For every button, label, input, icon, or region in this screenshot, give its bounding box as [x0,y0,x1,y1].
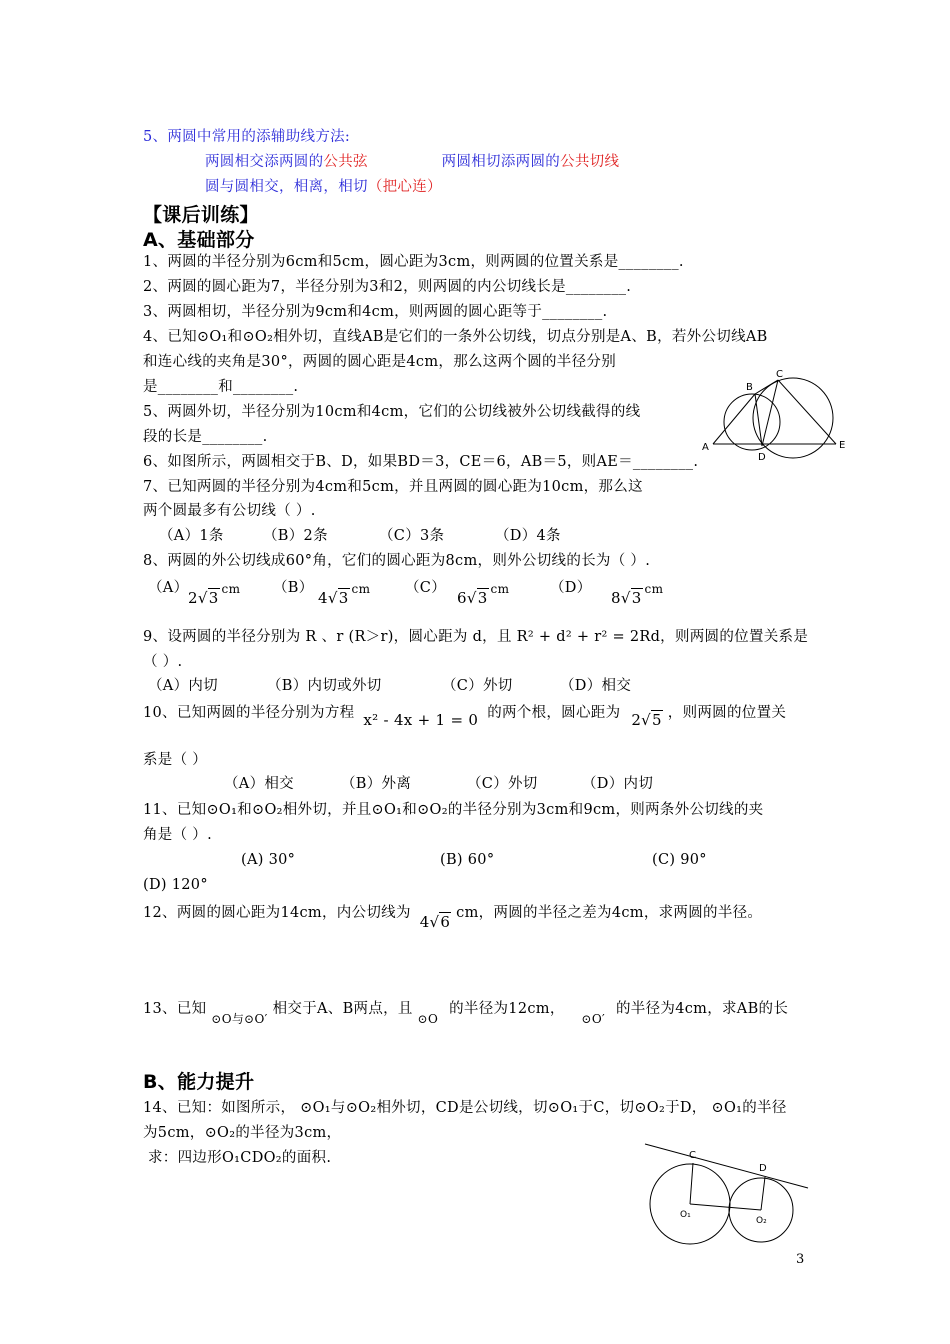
question-13-circle-o-prime: ⊙O′ [581,1012,606,1026]
section5-line1-b: 公共弦 [323,154,368,170]
question-9-option-a: （A）内切 [148,678,218,694]
question-8-option-c-value: 6√3 $^{cm}$ [457,582,510,607]
question-9-line-2: （ ）. [143,654,183,670]
section5-line1 [205,152,619,172]
question-13-text-d: 的半径为4cm，求AB的长 [616,1001,789,1017]
question-10-text-a: 10、已知两圆的半径分别为方程 [143,705,355,721]
question-14-line-1: 14、已知：如图所示， ⊙O₁与⊙O₂相外切，CD是公切线，切⊙O₁于C，切⊙O₂于D， ⊙O₁的半径 [143,1100,787,1116]
section5-title: 5、两圆中常用的添辅助线方法: [143,129,351,145]
question-10-line-1 [143,702,787,729]
question-7-line-2: 两个圆最多有公切线（ ）. [143,503,316,519]
large-circle [753,378,833,458]
question-8-option-c-label: （C） [405,580,446,596]
question-10-option-c: （C）外切 [467,776,538,792]
question-10-text-b: 的两个根，圆心距为 [487,705,621,721]
radius-o1c [690,1163,693,1204]
question-9-option-b: （B）内切或外切 [267,678,382,694]
question-13-text-c: 的半径为12cm， [449,1001,565,1017]
question-12-tangent-length: 4√6 [419,913,451,931]
question-12-text-b: cm，两圆的半径之差为4cm，求两圆的半径。 [456,905,763,921]
question-13-text-a: 13、已知 [143,1001,207,1017]
section5-line2 [205,177,442,197]
section5-line2-a: 圆与圆相交，相离，相切 [205,179,368,195]
question-9-line-1: 9、设两圆的半径分别为 R 、r (R＞r)，圆心距为 d，且 R² + d² + r² = 2Rd，则两圆的位置关系是 [143,629,809,645]
question-8-option-d-label: （D） [550,580,592,596]
question-6: 6、如图所示，两圆相交于B、D，如果BD＝3，CE＝6，AB＝5，则AE＝________. [143,454,699,470]
question-13-circles: ⊙O与⊙O′ [211,1012,268,1026]
label-o2: O₂ [756,1216,767,1226]
question-9-option-d: （D）相交 [560,678,632,694]
heading-part-b: B、能力提升 [143,1071,255,1093]
question-11-line-2: 角是（ ）. [143,827,213,843]
question-7-option-b: （B）2条 [263,528,328,544]
section5-line1-a: 两圆相交添两圆的 [205,154,324,170]
question-10-option-a: （A）相交 [224,776,294,792]
section5-line1-c: 两圆相切添两圆的 [441,154,561,170]
label-c: C [689,1150,696,1161]
question-11-option-b: (B) 60° [440,852,495,868]
label-e: E [839,440,846,451]
label-o1: O₁ [680,1210,691,1220]
small-circle [724,394,780,450]
question-13 [143,999,789,1026]
question-4-line-3: 是________和________. [143,379,299,395]
question-10-equation: x² - 4x + 1 = 0 [363,711,479,729]
question-4-line-2: 和连心线的夹角是30°，两圆的圆心距是4cm，那么这两个圆的半径分别 [143,354,616,370]
question-11-line-1: 11、已知⊙O₁和⊙O₂相外切，并且⊙O₁和⊙O₂的半径分别为3cm和9cm，则两条外公切线的夹 [143,802,764,818]
question-10-text-c: ，则两圆的位置关 [667,705,787,721]
question-7-option-c: （C）3条 [379,528,445,544]
question-3: 3、两圆相切，半径分别为9cm和4cm，则两圆的圆心距等于________. [143,304,608,320]
question-14-line-3: 求：四边形O₁CDO₂的面积. [148,1150,332,1166]
line-ab [713,394,755,444]
heading-part-a: A、基础部分 [143,229,255,251]
question-8-option-a-value: 2√3 $^{cm}$ [188,582,241,607]
label-d: D [759,1163,767,1174]
question-8-option-b-label: （B） [273,580,314,596]
label-b: B [746,382,753,393]
question-12-text-a: 12、两圆的圆心距为14cm，内公切线为 [143,905,411,921]
question-10-option-b: （B）外离 [341,776,412,792]
heading-training: 【课后训练】 [143,204,259,226]
question-10-option-d: （D）内切 [582,776,654,792]
question-1: 1、两圆的半径分别为6cm和5cm，圆心距为3cm，则两圆的位置关系是________. [143,254,684,270]
question-10-distance: 2√5 [631,711,662,729]
question-13-text-b: 相交于A、B两点，且 [272,1001,413,1017]
question-11-option-c: (C) 90° [652,852,707,868]
line-bc [755,380,778,394]
radius-o2d [761,1177,765,1210]
question-11-option-a: (A) 30° [241,852,296,868]
section5-line2-b: （把心连） [367,179,442,195]
question-10-line-2: 系是（ ） [143,752,208,768]
label-c: C [776,369,783,380]
question-7-option-a: （A）1条 [159,528,224,544]
question-8-option-d-value: 8√3 $^{cm}$ [611,582,664,607]
question-2: 2、两圆的圆心距为7，半径分别为3和2，则两圆的内公切线长是________. [143,279,632,295]
question-7-line-1: 7、已知两圆的半径分别为4cm和5cm，并且两圆的圆心距为10cm，那么这 [143,479,643,495]
question-5-line-2: 段的长是________. [143,429,268,445]
question-8-option-b-value: 4√3 $^{cm}$ [318,582,371,607]
question-4-line-1: 4、已知⊙O₁和⊙O₂相外切，直线AB是它们的一条外公切线，切点分别是A、B，若外公切线AB [143,329,768,345]
segment-o1o2 [690,1204,761,1210]
question-8-option-a-label: （A） [148,580,189,596]
question-11-option-d: (D) 120° [143,877,208,893]
question-13-circle-o: ⊙O [417,1012,439,1026]
figure-intersecting-circles [700,368,850,464]
question-5-line-1: 5、两圆外切，半径分别为10cm和4cm，它们的公切线被外公切线截得的线 [143,404,641,420]
question-14-line-2: 为5cm，⊙O₂的半径为3cm， [143,1125,342,1141]
label-a: A [702,442,709,453]
question-9-option-c: （C）外切 [442,678,513,694]
question-7-option-d: （D）4条 [495,528,561,544]
section5-line1-d: 公共切线 [560,154,620,170]
line-ce [778,380,836,444]
page-number: 3 [796,1252,805,1267]
figure-tangent-circles [640,1130,815,1245]
tangent-line-cd [645,1144,808,1188]
question-12 [143,902,763,931]
label-d: D [758,452,766,463]
question-8: 8、两圆的外公切线成60°角，它们的圆心距为8cm，则外公切线的长为（ ）. [143,553,651,569]
